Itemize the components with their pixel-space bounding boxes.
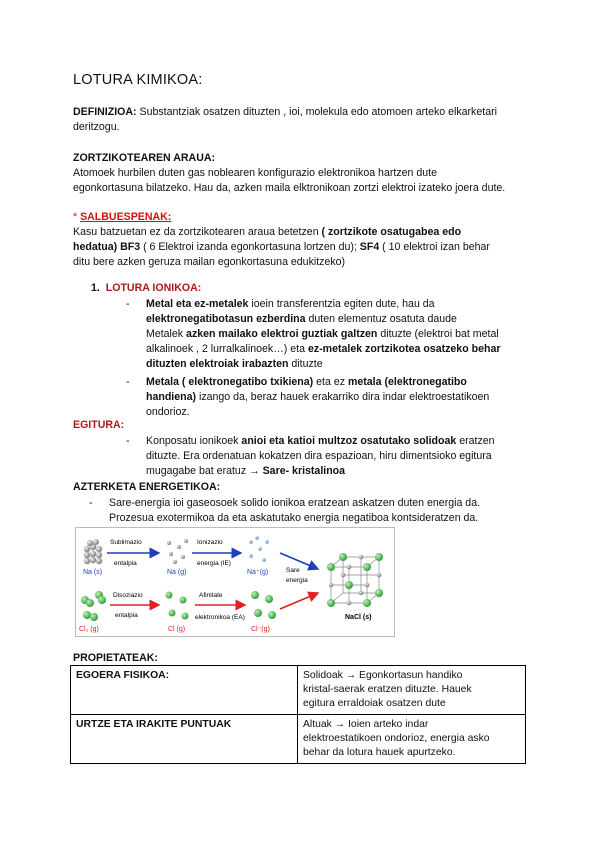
zortzikotea-text: Atomoek hurbilen duten gas noblearen konfigurazio elektronikoa hartzen dute	[73, 167, 437, 179]
definizioa-text: Substantziak osatzen dituzten , ioi, molekula edo atomoen arteko elkarketari	[139, 106, 497, 118]
egitura-text-3: dituzte. Era ordenatuan kokatzen dira espazioan, hiru dimentsioko egitura	[146, 450, 492, 462]
sf4: SF4	[359, 241, 380, 253]
bf3: BF3	[117, 241, 141, 253]
salbuespenak-text-4: ditu bere azken geruza mailan egonkortasuna edukitzeko)	[73, 256, 346, 268]
egitura-text: Konposatu ionikoek	[146, 435, 242, 447]
table-cell-value	[298, 666, 526, 715]
egitura-bullet: - Konposatu ionikoek anioi eta katioi multzoz osatutako solidoak eratzen dituzte. Era ordenatuan kokatzen dira espazioan, hiru dimentsioko egitura mugagabe bat eratuz → Sare- kristalinoa	[146, 434, 536, 479]
elektronikoa-label: elektronikoa (EA)	[195, 614, 245, 621]
page-title: LOTURA KIMIKOA:	[73, 72, 203, 88]
cell-line: Altuak → Ioien arteko indar	[303, 719, 429, 730]
properties-table	[70, 665, 526, 764]
cell-line: behar da lotura hauek apurtzeko.	[303, 747, 456, 758]
bullet-1: - Metal eta ez-metalek ioein transferentzia egiten dute, hau da elektronegatibotasun ezberdina duten elementuz osatuta daude Metalek azken mailako elektroi guztiak galtzen dituzte (elektroi bat metal alkalinoek , 2 lurralkalinoek…) eta ez-metalek zortzikotea osatzeko behar dituzten elektroiak irabazten dituzte	[126, 298, 501, 370]
salbuespenak-text-3: ( 10 elektroi izan behar	[379, 241, 490, 253]
b1-bold-4: ez-metalek zortzikotea osatzeko behar	[307, 343, 501, 355]
table-cell-value	[298, 715, 526, 764]
energia-label: energia	[286, 577, 308, 584]
egitura-bold-2: Sare- kristalinoa	[262, 465, 346, 477]
salbuespenak-heading: SALBUESPENAK:	[80, 211, 172, 223]
lotura-ionikoa-heading	[91, 281, 201, 296]
section-heading: LOTURA IONIKOA:	[105, 282, 202, 294]
ionizazio-label: Ionizazio	[197, 539, 223, 546]
cell-line: kristal-saerak eratzen dituzte. Hauek	[303, 684, 472, 695]
cl-gas-label: Cl (g)	[168, 626, 186, 633]
energia-ie-label: energia (IE)	[197, 560, 231, 567]
egitura-label: EGITURA:	[73, 419, 125, 431]
bullet-2: - Metala ( elektronegatibo txikiena) eta ez metala (elektronegatibo handiena) izango da, beraz hauek erakarriko dira indar elektroestatikoen ondorioz.	[146, 375, 536, 420]
egitura-text-4: mugagabe bat eratuz →	[146, 465, 263, 477]
definizioa-text-2: deritzogu.	[73, 121, 120, 133]
azterketa-text-2: Prozesua exotermikoa da eta askatutako energia negatiboa kontsideratzen da.	[109, 512, 479, 524]
section-number: 1.	[91, 282, 100, 294]
salbuespenak-bold: ( zortzikote osatugabea edo	[321, 226, 462, 238]
entalpia-label-2: entalpia	[115, 612, 138, 619]
born-haber-diagram	[75, 527, 395, 637]
cell-line: elektroestatikoen ondorioz, energia asko	[303, 733, 490, 744]
table-cell-key: EGOERA FISIKOA:	[71, 666, 298, 715]
na-ion-label: Na⁺(g)	[247, 569, 269, 576]
sare-label: Sare	[286, 567, 300, 574]
b1-text: ioein transferentzia egiten dute, hau da	[248, 298, 435, 310]
salbuespenak-bold-2: hedatua)	[73, 241, 118, 253]
b2-bold-3: handiena)	[146, 391, 197, 403]
definizioa-block	[73, 105, 533, 135]
b1-text-4: dituzte (elektroi bat metal	[377, 328, 499, 340]
cell-line: Solidoak → Egonkortasun handiko	[303, 670, 463, 681]
azterketa-text: Sare-energia ioi gaseosoek solido ionikoa eratzean askatzen duten energia da.	[109, 497, 481, 509]
azterketa-heading	[73, 480, 220, 495]
egitura-heading	[73, 418, 124, 433]
afinitate-label: Afinitate	[199, 592, 223, 599]
table-row	[71, 666, 526, 715]
propietateak-heading	[73, 651, 158, 666]
salbuespenak-text: Kasu batzuetan ez da zortzikotearen araua betetzen	[73, 226, 322, 238]
definizioa-label: DEFINIZIOA:	[73, 106, 137, 118]
b2-text-3: ondorioz.	[146, 406, 190, 418]
b1-bold-3: azken mailako elektroi guztiak galtzen	[186, 328, 378, 340]
salbuespenak-block	[73, 210, 543, 270]
asterisk: *	[73, 211, 78, 223]
egitura-text-2: eratzen	[456, 435, 495, 447]
b2-text-2: izango da, beraz hauek erakarriko dira indar elektroestatikoen	[196, 391, 490, 403]
cl2-label: Cl₂ (g)	[79, 626, 99, 633]
propietateak-label: PROPIETATEAK:	[73, 652, 158, 664]
azterketa-label: AZTERKETA ENERGETIKOA:	[73, 481, 221, 493]
b1-bold-2: elektronegatibotasun ezberdina	[146, 313, 306, 325]
b1-bold-5: dituzten elektroiak irabazten	[146, 358, 289, 370]
sublimazio-label: Sublimazio	[110, 539, 142, 546]
b1-text-2: duten elementuz osatuta daude	[305, 313, 457, 325]
b2-bold: Metala ( elektronegatibo txikiena)	[146, 376, 314, 388]
zortzikotea-text-2: egonkortasuna bilatzeko. Hau da, azken maila elktronikoan zortzi elektroi izateko joera dute.	[73, 182, 506, 194]
entalpia-label-1: entalpia	[114, 560, 137, 567]
b2-bold-2: metala (elektronegatibo	[347, 376, 467, 388]
b1-text-6: dituzte	[288, 358, 323, 370]
cell-line: egitura erraldoiak osatzen dute	[303, 698, 446, 709]
cl-ion-label: Cl⁻(g)	[251, 626, 270, 633]
zortzikotea-heading: ZORTZIKOTEAREN ARAUA:	[73, 152, 216, 164]
na-solid-label: Na (s)	[83, 569, 103, 576]
na-gas-label: Na (g)	[167, 569, 187, 576]
disoziazio-label: Disoziazio	[113, 592, 143, 599]
salbuespenak-text-2: ( 6 Elektroi izanda egonkortasuna lortzen du);	[140, 241, 360, 253]
egitura-bold: anioi eta katioi multzoz osatutako solidoak	[241, 435, 457, 447]
b2-text: eta ez	[313, 376, 348, 388]
b1-bold: Metal eta ez-metalek	[146, 298, 249, 310]
table-cell-key: URTZE ETA IRAKITE PUNTUAK	[71, 715, 298, 764]
b1-text-3: Metalek	[146, 328, 187, 340]
zortzikotea-block	[73, 151, 533, 196]
b1-text-5: alkalinoek , 2 lurralkalinoek…) eta	[146, 343, 308, 355]
table-row	[71, 715, 526, 764]
azterketa-bullet: - Sare-energia ioi gaseosoek solido ionikoa eratzean askatzen duten energia da. Prozesua exotermikoa da eta askatutako energia negatiboa kontsideratzen da.	[109, 496, 539, 526]
nacl-label: NaCl (s)	[345, 614, 372, 621]
